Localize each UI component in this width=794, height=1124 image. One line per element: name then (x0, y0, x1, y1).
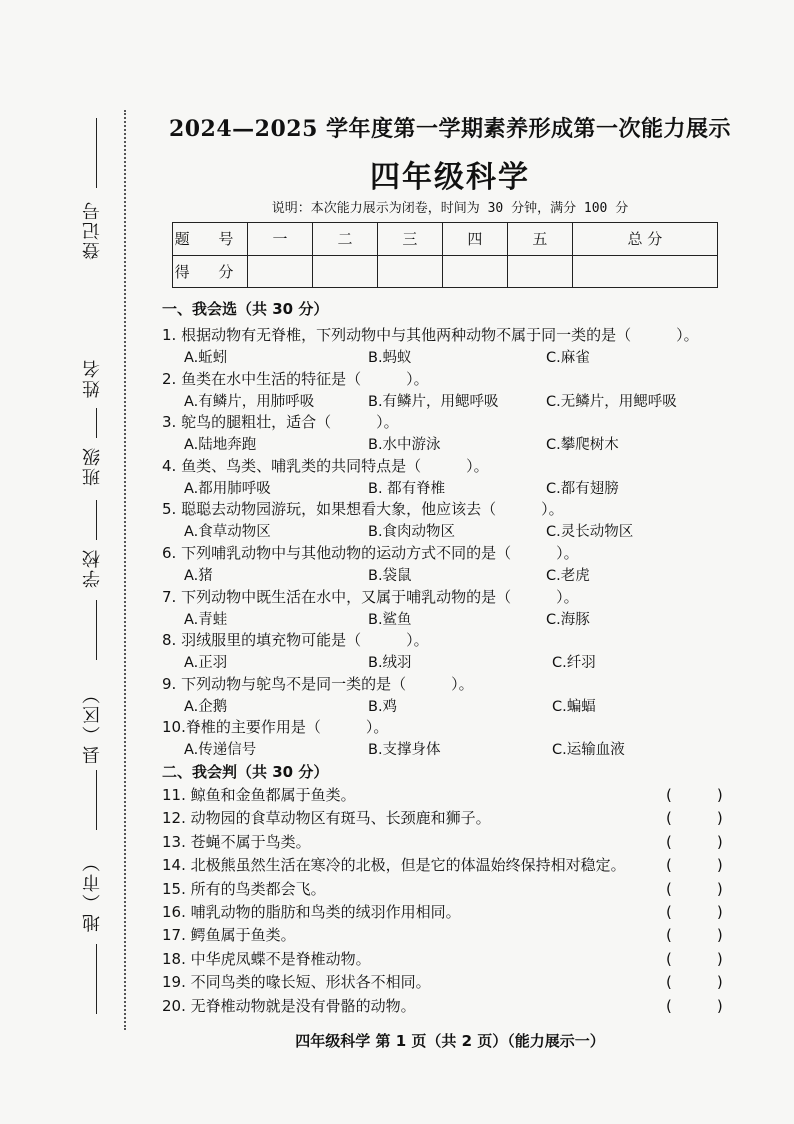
subject-title: 四年级科学 (370, 160, 530, 195)
question-10-option-b[interactable]: B.支撑身体 (368, 742, 441, 759)
question-5-option-b[interactable]: B.食肉动物区 (368, 524, 456, 541)
exam-instructions: 说明：本次能力展示为闭卷，时间为 30 分钟，满分 100 分 (271, 201, 629, 216)
answer-blank-12[interactable]: ( ) (666, 809, 723, 828)
score-table-col-3: 三 (377, 223, 442, 256)
question-4-option-b[interactable]: B. 都有脊椎 (368, 480, 446, 497)
county-blank (96, 600, 97, 660)
page-footer: 四年级科学 第 1 页（共 2 页）（能力展示一） (295, 1032, 605, 1050)
score-table-col-total: 总 分 (572, 223, 717, 256)
question-9-option-a[interactable]: A.企鹅 (184, 698, 228, 715)
school-blank (96, 500, 97, 540)
question-6: 6. 下列哺乳动物中与其他动物的运动方式不同的是（ ）。 (162, 544, 579, 562)
score-table-header-row (173, 223, 718, 256)
score-table-col-1: 一 (248, 223, 313, 256)
class-label: 班级 (82, 446, 103, 486)
question-10-option-a[interactable]: A.传递信号 (184, 742, 257, 759)
judgement-item-13: 13. 苍蝇不属于鸟类。 (162, 832, 311, 851)
score-cell[interactable] (377, 255, 442, 288)
score-cell[interactable] (312, 255, 377, 288)
exam-title: 2024—2025 学年度第一学期素养形成第一次能力展示 (168, 116, 732, 142)
judgement-item-20: 20. 无脊椎动物就是没有骨骼的动物。 (162, 996, 416, 1015)
question-8: 8. 羽绒服里的填充物可能是（ ）。 (162, 631, 429, 650)
question-8-option-a[interactable]: A.正羽 (184, 655, 228, 672)
school-label: 学校 (82, 548, 103, 588)
question-6-option-a[interactable]: A.猪 (184, 568, 213, 584)
question-7-option-a[interactable]: A.青蛙 (184, 611, 228, 628)
answer-blank-16[interactable]: ( ) (666, 903, 723, 921)
question-3-option-b[interactable]: B.水中游泳 (368, 437, 441, 454)
judgement-item-14: 14. 北极熊虽然生活在寒冷的北极，但是它的体温始终保持相对稳定。 (162, 856, 626, 875)
score-cell[interactable] (442, 255, 507, 288)
question-3-option-c[interactable]: C.攀爬树木 (546, 437, 619, 454)
question-2: 2. 鱼类在水中生活的特征是（ ）。 (162, 369, 429, 388)
score-cell[interactable] (507, 255, 572, 288)
judgement-item-16: 16. 哺乳动物的脂肪和鸟类的绒羽作用相同。 (162, 903, 461, 921)
answer-blank-18[interactable]: ( ) (666, 949, 723, 968)
question-9: 9. 下列动物与鸵鸟不是同一类的是（ ）。 (162, 674, 474, 693)
answer-blank-19[interactable]: ( ) (666, 973, 723, 992)
score-cell-total[interactable] (572, 255, 717, 288)
question-7-option-b[interactable]: B.鲨鱼 (368, 611, 412, 628)
city-label: 地（市） (82, 852, 103, 932)
question-4-option-c[interactable]: C.都有翅膀 (546, 480, 619, 497)
score-cell[interactable] (248, 255, 313, 288)
question-1-option-c[interactable]: C.麻雀 (546, 350, 590, 366)
question-5: 5. 聪聪去动物园游玩，如果想看大象，他应该去（ ）。 (162, 500, 564, 519)
score-table-question-label: 题 号 (173, 223, 248, 256)
question-7-option-c[interactable]: C.海豚 (546, 611, 590, 628)
registration-number-blank (96, 118, 97, 188)
question-7: 7. 下列动物中既生活在水中，又属于哺乳动物的是（ ）。 (162, 587, 579, 606)
judgement-item-18: 18. 中华虎凤蝶不是脊椎动物。 (162, 949, 371, 968)
answer-blank-14[interactable]: ( ) (666, 856, 723, 875)
score-table-col-5: 五 (507, 223, 572, 256)
question-2-option-a[interactable]: A.有鳞片，用肺呼吸 (184, 393, 315, 410)
question-1: 1. 根据动物有无脊椎，下列动物中与其他两种动物不属于同一类的是（ ）。 (162, 326, 699, 344)
county-label: 县（区） (82, 684, 103, 764)
registration-number-label: 登记号 (82, 200, 103, 260)
question-8-option-c[interactable]: C.纤羽 (552, 655, 596, 672)
question-1-option-b[interactable]: B.蚂蚁 (368, 350, 412, 366)
city-line (96, 944, 97, 1014)
answer-blank-17[interactable]: ( ) (666, 926, 723, 945)
fold-line (124, 110, 126, 1030)
question-6-option-b[interactable]: B.袋鼠 (368, 568, 412, 584)
question-4: 4. 鱼类、鸟类、哺乳类的共同特点是（ ）。 (162, 456, 489, 475)
question-8-option-b[interactable]: B.绒羽 (368, 655, 412, 672)
binding-margin (0, 0, 128, 1124)
class-blank (96, 408, 97, 438)
city-blank (96, 770, 97, 830)
question-6-option-c[interactable]: C.老虎 (546, 568, 590, 584)
judgement-item-17: 17. 鳄鱼属于鱼类。 (162, 926, 296, 945)
section-2-title: 二、我会判（共 30 分） (162, 763, 329, 781)
score-table-col-2: 二 (312, 223, 377, 256)
judgement-item-19: 19. 不同鸟类的喙长短、形状各不相同。 (162, 973, 431, 992)
question-5-option-a[interactable]: A.食草动物区 (184, 524, 271, 541)
score-table-col-4: 四 (442, 223, 507, 256)
score-table-score-label: 得 分 (173, 255, 248, 288)
question-4-option-a[interactable]: A.都用肺呼吸 (184, 480, 271, 497)
answer-blank-13[interactable]: ( ) (666, 832, 723, 851)
answer-blank-20[interactable]: ( ) (666, 996, 723, 1015)
judgement-item-15: 15. 所有的鸟类都会飞。 (162, 879, 326, 898)
question-10-option-c[interactable]: C.运输血液 (552, 742, 625, 759)
question-3-option-a[interactable]: A.陆地奔跑 (184, 437, 257, 454)
section-1-title: 一、我会选（共 30 分） (162, 300, 329, 318)
question-2-option-b[interactable]: B.有鳞片，用鳃呼吸 (368, 393, 499, 410)
score-table (172, 222, 718, 288)
question-9-option-c[interactable]: C.蝙蝠 (552, 698, 596, 715)
answer-blank-15[interactable]: ( ) (666, 879, 723, 898)
judgement-item-11: 11. 鲸鱼和金鱼都属于鱼类。 (162, 786, 356, 804)
question-10: 10.脊椎的主要作用是（ ）。 (162, 718, 389, 737)
name-label: 姓名 (82, 358, 103, 398)
score-table-score-row (173, 255, 718, 288)
question-1-option-a[interactable]: A.蚯蚓 (184, 350, 228, 366)
question-5-option-c[interactable]: C.灵长动物区 (546, 524, 634, 541)
answer-blank-11[interactable]: ( ) (666, 786, 723, 804)
judgement-item-12: 12. 动物园的食草动物区有斑马、长颈鹿和狮子。 (162, 809, 491, 828)
question-3: 3. 鸵鸟的腿粗壮，适合（ ）。 (162, 413, 399, 432)
question-2-option-c[interactable]: C.无鳞片，用鳃呼吸 (546, 393, 677, 410)
question-9-option-b[interactable]: B.鸡 (368, 698, 398, 715)
